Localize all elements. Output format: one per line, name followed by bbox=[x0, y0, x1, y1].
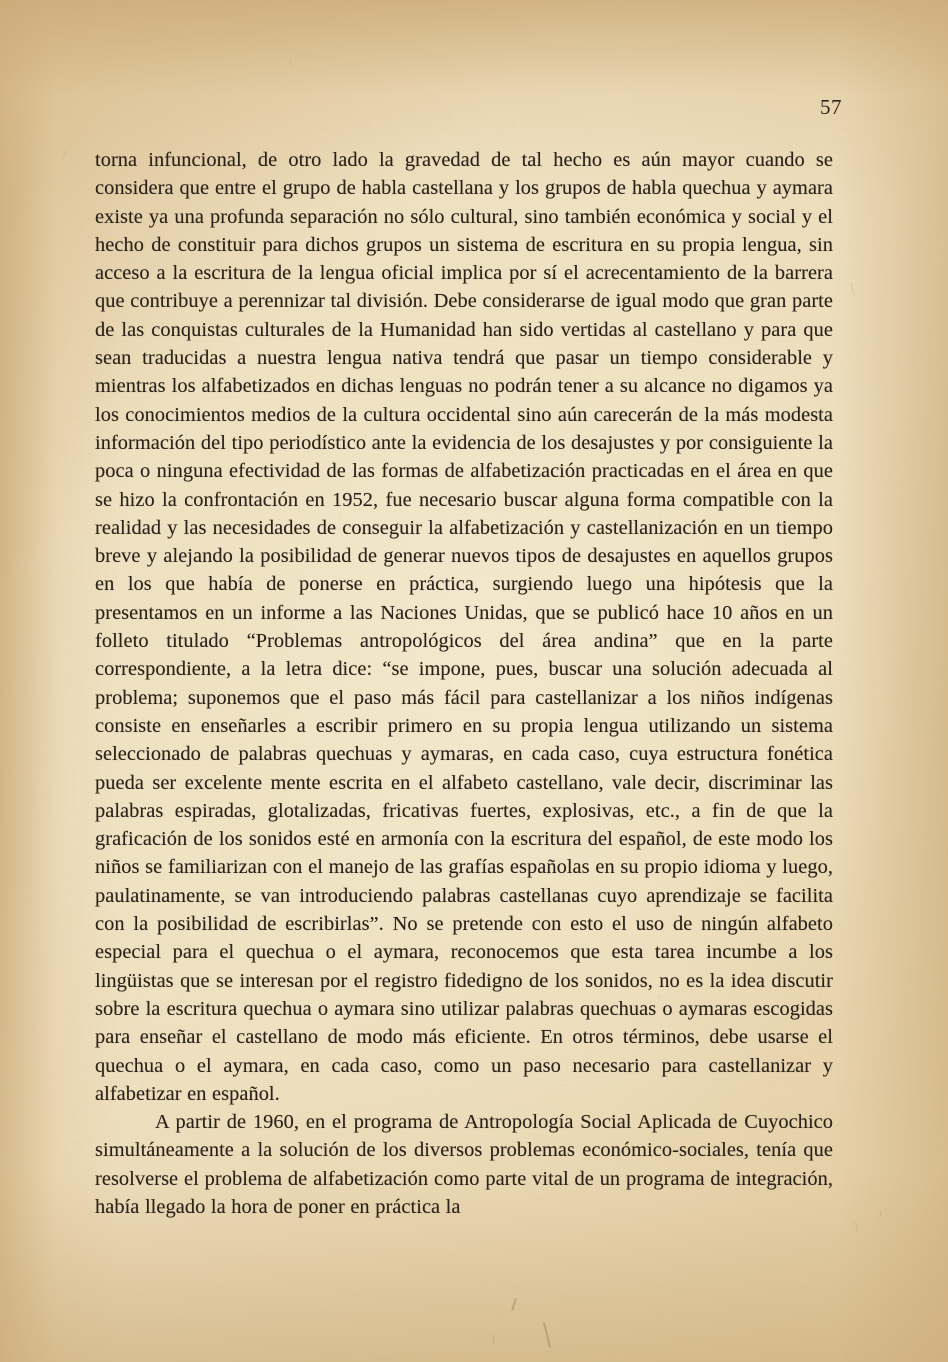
paragraph: A partir de 1960, en el programa de Antropología Social Aplicada de Cuyochico simultáneamente a la solución de los diversos problemas económico-sociales, tenía que resolverse el problema de alfabetización como parte vital de un programa de integración, había llegado la hora de poner en práctica la bbox=[95, 1111, 833, 1218]
paper-fibre-speck bbox=[855, 1222, 858, 1233]
body-text-block bbox=[95, 146, 833, 1221]
paper-fibre-speck bbox=[879, 1210, 881, 1218]
page-number: 57 bbox=[820, 95, 842, 119]
paper-fibre-speck bbox=[62, 150, 66, 160]
paper-fibre-speck bbox=[493, 1335, 495, 1344]
paper-fibre-speck bbox=[543, 1322, 551, 1348]
paper-fibre-speck bbox=[851, 282, 855, 296]
paper-fibre-speck bbox=[289, 60, 292, 67]
paper-fibre-speck bbox=[511, 1298, 517, 1311]
paragraph: torna infuncional, de otro lado la gravedad de tal hecho es aún mayor cuando se considera que entre el grupo de habla castellana y los grupos de habla quechua y aymara existe ya una profunda separación no sólo cultural, sino también económica y social y el hecho de constituir para dichos grupos un sistema de escritura en su propia lengua, sin acceso a la escritura de la lengua oficial implica por sí el acrecentamiento de la barrera que contribuye a perennizar tal división. Debe considerarse de igual modo que gran parte de las conquistas culturales de la Humanidad han sido vertidas al castellano y para que sean traducidas a nuestra lengua nativa tendrá que pasar un tiempo considerable y mientras los alfabetizados en dichas lenguas no podrán tener a su alcance no digamos ya los conocimientos medios de la cultura occidental sino aún carecerán de la más modesta información del tipo periodístico ante la evidencia de los desajustes y por consiguiente la poca o ninguna efectividad de las formas de alfabetización practicadas en el área en que se hizo la confrontación en 1952, fue necesario buscar alguna forma compatible con la realidad y las necesidades de conseguir la alfabetización y castellanización en un tiempo breve y alejando la posibilidad de generar nuevos tipos de desajustes en aquellos grupos en los que había de ponerse en práctica, surgiendo luego una hipótesis que la presentamos en un informe a las Naciones Unidas, que se publicó hace 10 años en un folleto titulado “Problemas antropológicos del área andina” que en la parte correspondiente, a la letra dice: “se impone, pues, buscar una solución adecuada al problema; suponemos que el paso más fácil para castellanizar a los niños indígenas consiste en enseñarles a escribir primero en su propia lengua utilizando un sistema seleccionado de palabras quechuas y aymaras, en cada caso, cuya estructura fonética pueda ser excelente mente escrita en el alfabeto castellano, vale decir, discriminar las palabras espiradas, glotalizadas, fricativas fuertes, explosivas, etc., a fin de que la graficación de los sonidos esté en armonía con la escritura del español, de este modo los niños se familiarizan con el manejo de las grafías españolas en su propio idioma y luego, paulatinamente, se van introduciendo palabras castellanas cuyo aprendizaje se facilita con la posibilidad de escribirlas”. No se pretende con esto el uso de ningún alfabeto especial para el quechua o el aymara, reconocemos que esta tarea incumbe a los lingüistas que se interesan por el registro fidedigno de los sonidos, no es la idea discutir sobre la escritura quechua o aymara sino utilizar palabras quechuas o aymaras escogidas para enseñar el castellano de modo más eficiente. En otros términos, debe usarse el quechua o el aymara, en cada caso, como un paso necesario para castellanizar y alfabetizar en español. bbox=[95, 149, 833, 1105]
